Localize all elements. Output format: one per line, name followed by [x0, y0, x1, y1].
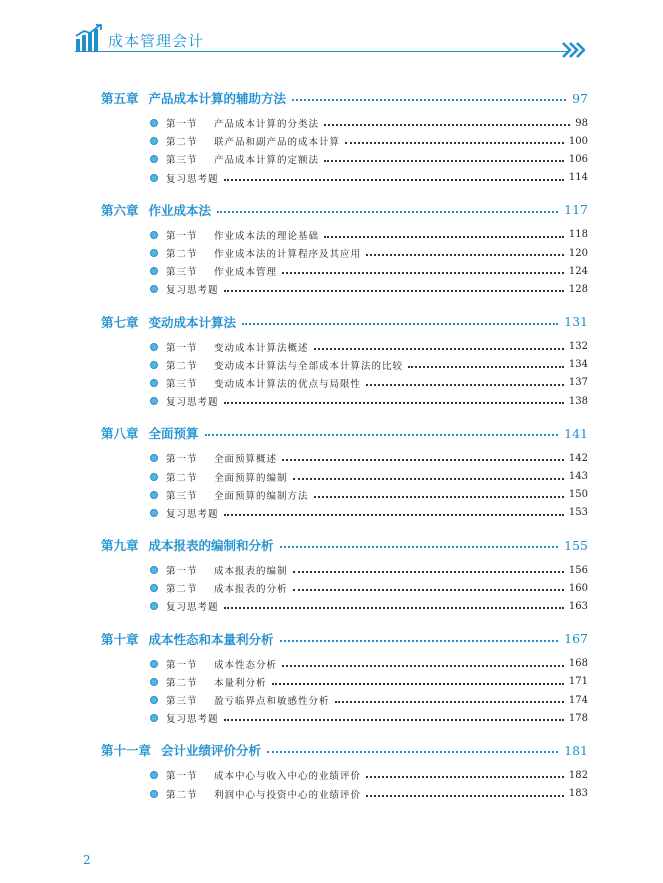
chapter-heading[interactable]: [101, 627, 588, 651]
bullet-icon: [150, 155, 158, 163]
bullet-icon: [150, 714, 158, 722]
chapter-title: 作业成本法: [148, 202, 212, 218]
chapter-heading[interactable]: [101, 421, 588, 445]
chapter-title: 变动成本计算法: [148, 314, 237, 330]
toc-section-entry[interactable]: [150, 673, 588, 691]
section-number: 第二节: [166, 137, 198, 149]
bullet-icon: [150, 790, 158, 798]
chapter-heading[interactable]: [101, 198, 588, 222]
dot-leader: [366, 384, 564, 386]
section-page-number: 156: [568, 564, 588, 576]
toc-section-entry[interactable]: [150, 338, 588, 356]
chapter-title: 成本性态和本量利分析: [148, 631, 274, 647]
section-title: 复习思考题: [166, 602, 219, 614]
bullet-icon: [150, 119, 158, 127]
toc-section-entry[interactable]: [150, 262, 588, 280]
dot-leader: [224, 514, 564, 516]
bullet-icon: [150, 678, 158, 686]
dot-leader: [366, 776, 564, 778]
dot-leader: [293, 478, 564, 480]
bar-chart-growth-icon: [75, 24, 103, 52]
toc-section-entry[interactable]: [150, 150, 588, 168]
chapter-spacer: [101, 299, 588, 310]
section-title: 全面预算的编制: [214, 472, 288, 484]
toc-section-entry[interactable]: [150, 561, 588, 579]
section-page-number: 142: [568, 452, 588, 464]
dot-leader: [267, 751, 558, 753]
section-number: 第二节: [166, 249, 198, 261]
chapter-spacer: [101, 410, 588, 421]
dot-leader: [224, 402, 564, 404]
dot-leader: [224, 607, 564, 609]
section-list: [101, 449, 588, 522]
section-list: [101, 114, 588, 187]
section-page-number: 132: [568, 341, 588, 353]
toc-chapter: [101, 627, 588, 728]
section-title: 全面预算的编制方法: [214, 490, 309, 502]
section-number: 第一节: [166, 659, 198, 671]
toc-section-entry[interactable]: [150, 449, 588, 467]
section-page-number: 114: [568, 172, 588, 184]
toc-section-entry[interactable]: [150, 392, 588, 410]
toc-section-entry[interactable]: [150, 374, 588, 392]
dot-leader: [345, 142, 564, 144]
section-title: 作业成本法的计算程序及其应用: [214, 249, 362, 261]
bullet-icon: [150, 660, 158, 668]
bullet-icon: [150, 509, 158, 517]
double-chevron-right-icon: [561, 41, 585, 59]
chapter-heading[interactable]: [101, 310, 588, 334]
bullet-icon: [150, 285, 158, 293]
section-list: [101, 561, 588, 616]
section-number: 第三节: [166, 696, 198, 708]
chapter-number: 第五章: [101, 91, 139, 106]
chapter-number: 第九章: [101, 538, 139, 553]
toc-chapter: [101, 533, 588, 616]
toc-section-entry[interactable]: [150, 169, 588, 187]
bullet-icon: [150, 343, 158, 351]
dot-leader: [292, 99, 566, 101]
section-title: 产品成本计算的定额法: [214, 155, 320, 167]
section-page-number: 138: [568, 395, 588, 407]
section-number: 第三节: [166, 155, 198, 167]
section-page-number: 120: [568, 247, 588, 259]
bullet-icon: [150, 602, 158, 610]
section-title: 成本中心与收入中心的业绩评价: [214, 771, 362, 783]
chapter-title: 产品成本计算的辅助方法: [148, 91, 287, 106]
bullet-icon: [150, 454, 158, 462]
toc-chapter: [101, 86, 588, 187]
toc-section-entry[interactable]: [150, 579, 588, 597]
section-title: 变动成本计算法概述: [214, 342, 309, 354]
bullet-icon: [150, 267, 158, 275]
section-title: 作业成本管理: [214, 267, 278, 279]
dot-leader: [335, 701, 564, 703]
page-header: [75, 24, 585, 56]
section-page-number: 124: [568, 265, 588, 277]
toc-section-entry[interactable]: [150, 226, 588, 244]
dot-leader: [282, 272, 564, 274]
section-page-number: 160: [568, 582, 588, 594]
bullet-icon: [150, 379, 158, 387]
dot-leader: [293, 571, 564, 573]
chapter-page-number: 117: [564, 202, 588, 218]
section-list: [101, 338, 588, 411]
section-number: 第二节: [166, 677, 198, 689]
toc-section-entry[interactable]: [150, 785, 588, 803]
dot-leader: [366, 254, 564, 256]
section-title: 成本报表的分析: [214, 584, 288, 596]
dot-leader: [314, 496, 564, 498]
section-page-number: 168: [568, 658, 588, 670]
chapter-spacer: [101, 616, 588, 627]
section-page-number: 100: [568, 135, 588, 147]
chapter-number: 第八章: [101, 426, 139, 442]
section-number: 第二节: [166, 584, 198, 596]
dot-leader: [282, 459, 564, 461]
chapter-heading[interactable]: [101, 533, 588, 557]
chapter-page-number: 155: [564, 537, 588, 553]
section-title: 利润中心与投资中心的业绩评价: [214, 789, 362, 801]
bullet-icon: [150, 231, 158, 239]
section-title: 复习思考题: [166, 508, 219, 520]
toc-section-entry[interactable]: [150, 486, 588, 504]
section-title: 复习思考题: [166, 173, 219, 185]
section-page-number: 143: [568, 471, 588, 483]
chapter-heading[interactable]: [101, 738, 588, 762]
dot-leader: [217, 211, 558, 213]
section-title: 成本报表的编制: [214, 566, 288, 578]
toc-section-entry[interactable]: [150, 766, 588, 784]
section-title: 产品成本计算的分类法: [214, 119, 320, 131]
dot-leader: [314, 348, 564, 350]
chapter-title: 全面预算: [148, 426, 199, 442]
toc-section-entry[interactable]: [150, 709, 588, 727]
bullet-icon: [150, 174, 158, 182]
chapter-number: 第十一章: [101, 743, 152, 759]
chapter-page-number: 181: [564, 742, 588, 758]
toc-section-entry[interactable]: [150, 280, 588, 298]
chapter-spacer: [101, 727, 588, 738]
section-title: 联产品和副产品的成本计算: [214, 137, 341, 149]
section-number: 第三节: [166, 378, 198, 390]
section-number: 第二节: [166, 360, 198, 372]
section-page-number: 98: [575, 117, 588, 129]
table-of-contents: [101, 86, 588, 803]
dot-leader: [224, 290, 564, 292]
bullet-icon: [150, 771, 158, 779]
bullet-icon: [150, 584, 158, 592]
dot-leader: [272, 683, 564, 685]
section-title: 变动成本计算法的优点与局限性: [214, 378, 362, 390]
section-number: 第三节: [166, 267, 198, 279]
section-number: 第一节: [166, 771, 198, 783]
dot-leader: [282, 665, 564, 667]
bullet-icon: [150, 249, 158, 257]
chapter-heading[interactable]: [101, 86, 588, 110]
bullet-icon: [150, 491, 158, 499]
section-page-number: 106: [568, 153, 588, 165]
section-number: 第一节: [166, 566, 198, 578]
bullet-icon: [150, 473, 158, 481]
dot-leader: [280, 546, 559, 548]
section-title: 作业成本法的理论基础: [214, 230, 320, 242]
toc-chapter: [101, 310, 588, 411]
section-number: 第二节: [166, 789, 198, 801]
bullet-icon: [150, 137, 158, 145]
chapter-number: 第十章: [101, 631, 139, 647]
chapter-number: 第六章: [101, 202, 139, 218]
section-number: 第一节: [166, 119, 198, 131]
chapter-spacer: [101, 522, 588, 533]
chapter-page-number: 167: [564, 631, 588, 647]
chapter-spacer: [101, 187, 588, 198]
section-title: 本量利分析: [214, 677, 267, 689]
section-list: [101, 655, 588, 728]
dot-leader: [408, 366, 564, 368]
section-number: 第三节: [166, 490, 198, 502]
bullet-icon: [150, 397, 158, 405]
dot-leader: [293, 589, 564, 591]
section-title: 复习思考题: [166, 285, 219, 297]
toc-section-entry[interactable]: [150, 691, 588, 709]
section-title: 变动成本计算法与全部成本计算法的比较: [214, 360, 404, 372]
section-page-number: 171: [568, 676, 588, 688]
toc-section-entry[interactable]: [150, 504, 588, 522]
chapter-number: 第七章: [101, 314, 139, 330]
chapter-title: 会计业绩评价分析: [161, 743, 262, 759]
section-title: 成本性态分析: [214, 659, 278, 671]
section-list: [101, 226, 588, 299]
dot-leader: [205, 434, 559, 436]
section-number: 第二节: [166, 472, 198, 484]
section-page-number: 118: [568, 229, 588, 241]
section-page-number: 183: [568, 788, 588, 800]
toc-section-entry[interactable]: [150, 655, 588, 673]
section-number: 第一节: [166, 230, 198, 242]
chapter-title: 成本报表的编制和分析: [148, 538, 274, 553]
header-divider: [75, 51, 567, 52]
bullet-icon: [150, 566, 158, 574]
book-title: 成本管理会计: [108, 32, 205, 50]
bullet-icon: [150, 696, 158, 704]
section-title: 全面预算概述: [214, 454, 278, 466]
toc-chapter: [101, 738, 588, 802]
chapter-page-number: 97: [572, 90, 588, 106]
section-title: 复习思考题: [166, 397, 219, 409]
toc-section-entry[interactable]: [150, 244, 588, 262]
toc-section-entry[interactable]: [150, 356, 588, 374]
toc-section-entry[interactable]: [150, 597, 588, 615]
dot-leader: [324, 160, 564, 162]
section-page-number: 182: [568, 769, 588, 781]
dot-leader: [324, 236, 564, 238]
section-number: 第一节: [166, 342, 198, 354]
section-number: 第一节: [166, 454, 198, 466]
toc-section-entry[interactable]: [150, 114, 588, 132]
dot-leader: [366, 795, 564, 797]
section-page-number: 163: [568, 600, 588, 612]
section-page-number: 150: [568, 489, 588, 501]
page-number: 2: [83, 853, 91, 867]
toc-chapter: [101, 421, 588, 522]
section-page-number: 153: [568, 507, 588, 519]
dot-leader: [242, 323, 558, 325]
section-list: [101, 766, 588, 802]
dot-leader: [224, 719, 564, 721]
dot-leader: [280, 640, 559, 642]
chapter-page-number: 141: [564, 425, 588, 441]
toc-section-entry[interactable]: [150, 132, 588, 150]
bullet-icon: [150, 361, 158, 369]
section-title: 复习思考题: [166, 714, 219, 726]
toc-section-entry[interactable]: [150, 467, 588, 485]
section-page-number: 128: [568, 283, 588, 295]
toc-chapter: [101, 198, 588, 299]
section-page-number: 178: [568, 712, 588, 724]
section-page-number: 134: [568, 359, 588, 371]
chapter-page-number: 131: [564, 314, 588, 329]
section-title: 盈亏临界点和敏感性分析: [214, 696, 330, 708]
section-page-number: 174: [568, 694, 588, 706]
dot-leader: [224, 179, 564, 181]
dot-leader: [324, 124, 570, 126]
section-page-number: 137: [568, 377, 588, 389]
